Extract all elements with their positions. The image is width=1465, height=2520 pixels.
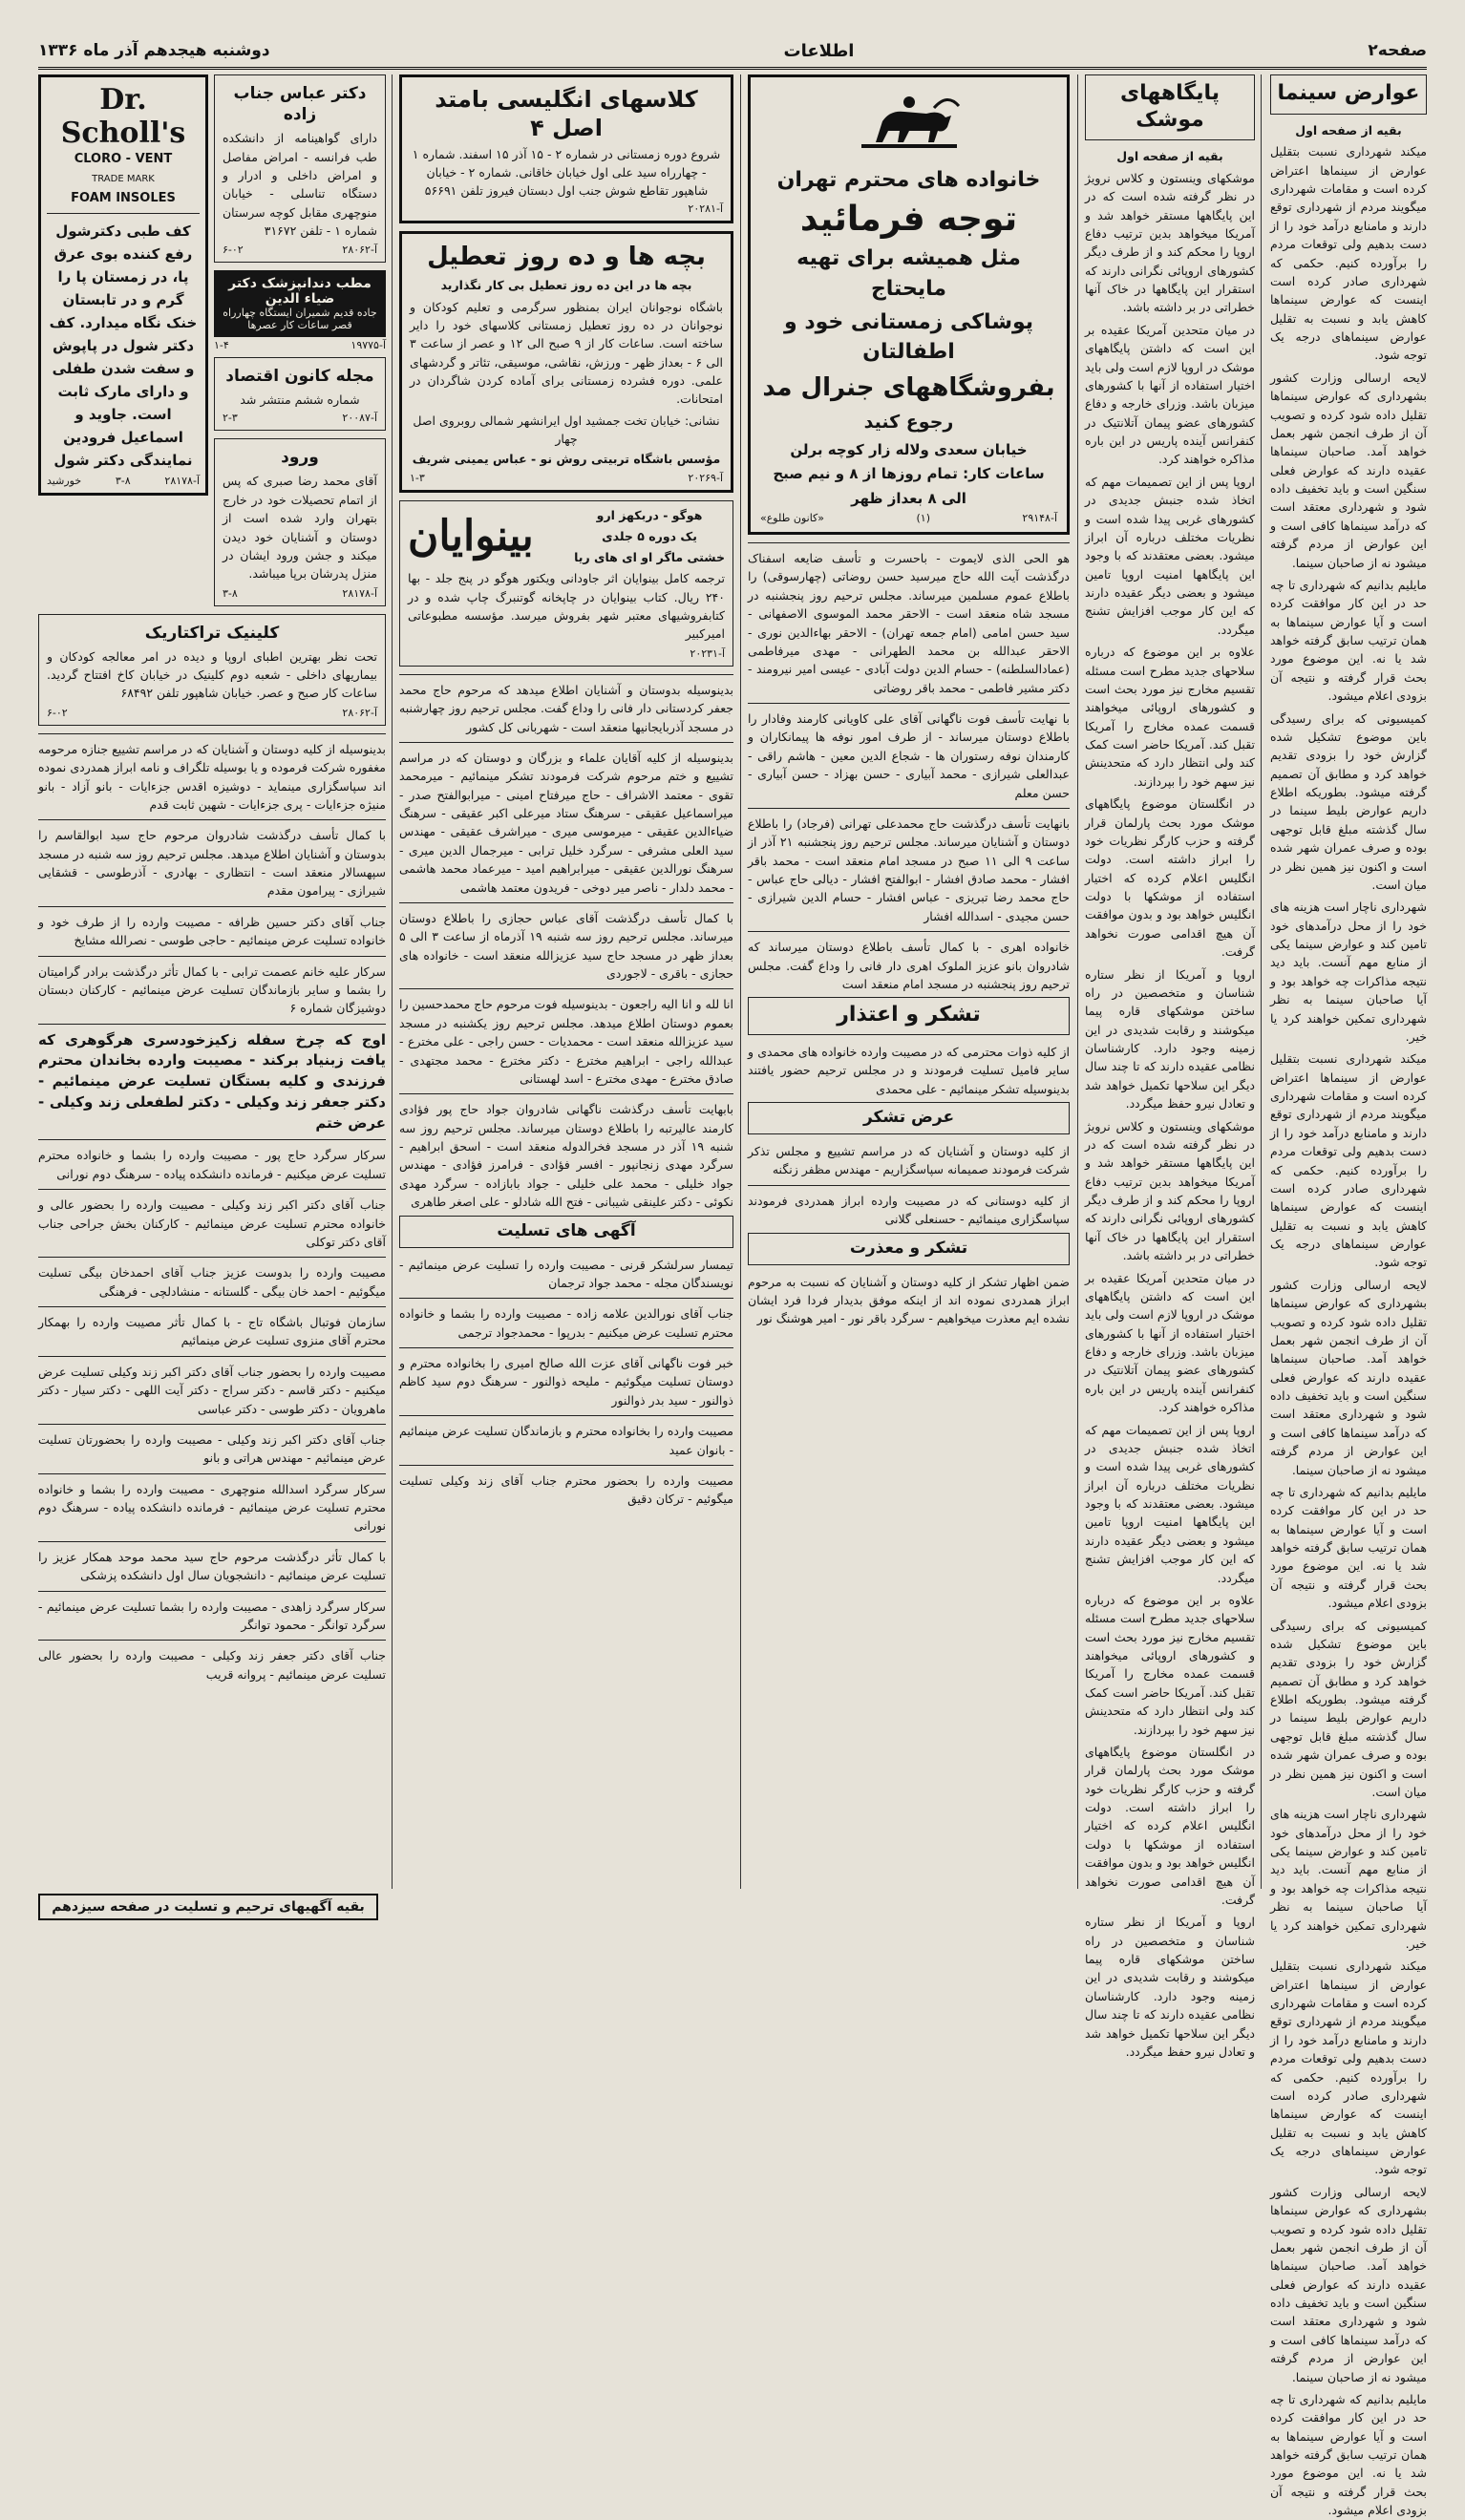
- divider: [38, 1640, 386, 1641]
- divider: [748, 1185, 1070, 1186]
- ad-binavayan: [399, 500, 733, 667]
- notice: جناب آقای دکتر اکبر زند وکیلی - مصیبت وارده را بحضورتان تسلیت عرض مینمائیم - مهندس هراتی و بانو: [38, 1431, 386, 1466]
- ad-text: جاده قدیم شمیران ایستگاه چهارراه قصر ساعات کار عصرها: [223, 307, 377, 332]
- ad-number: (۱): [916, 512, 930, 525]
- top-ads-right: [214, 74, 386, 614]
- ad-subtitle: هوگو - دربکهز ارو: [596, 508, 703, 522]
- ad-clinic: [38, 614, 386, 726]
- divider: [38, 1591, 386, 1592]
- paragraph: لایحه ارسالی وزارت کشور بشهرداری که عوارض سینماها تقلیل داده شود کرده و تصویب آن از طرف انجمن شهر بعمل خواهد آمد. صاحبان سینماها عقیده دارند که عوارض فعلی سنگین است و باید تخفیف داده شود و شهرداری معتقد است که درآمد سینماها کافی است و این عوارض از مردم گرفته میشود نه از صاحبان سینما.: [1270, 2184, 1427, 2384]
- ad-title: کلاسهای انگلیسی بامتد اصل ۴: [435, 86, 698, 141]
- paragraph: شهرداری ناچار است هزینه های خود را از محل درآمدهای خود تامین کند و عوارض سینما یکی از منابع مهم آنست. باید دید نتیجه مذاکرات چه خواهد بود و آیا صاحبان سینما به نظر شهرداری تمکین خواهند کرد یا خیر.: [1270, 900, 1427, 1044]
- paragraph: موشکهای وینستون و کلاس نرویژ در نظر گرفته شده است که در این پایگاهها مستقر خواهد شد و آمریکا میخواهد بدین ترتیب دفاع اروپا را محکم کند و از طرف دیگر کشورهای اروپائی نگرانی دارند که استقرار این پایگاهها در خاک آنها خطراتی در بر داشته باشد.: [1085, 1118, 1255, 1263]
- page-number: صفحه۲: [1368, 41, 1427, 60]
- ad-subtitle: شماره ششم منتشر شد: [240, 392, 360, 407]
- paragraph: کمیسیونی که برای رسیدگی باین موضوع تشکیل شده گزارش خود را بزودی تقدیم خواهد کرد و مطابق آن تصمیم گرفته میشود. بطوریکه اطلاع داریم عوارض بلیط سینما در سال گذشته مبلغ قابل توجهی بوده و صرف عمران شهر شده است و اکنون نیز همین نظر در میان است.: [1270, 1618, 1427, 1799]
- ad-code: آ-۲۰۰۸۷: [342, 412, 377, 425]
- column-middle: [399, 74, 733, 1889]
- ad-title: مطب دندانپزشک دکتر ضیاء الدین: [228, 276, 372, 307]
- paragraph: در انگلستان موضوع پایگاههای موشک مورد بحث پارلمان قرار گرفته و حزب کارگر نظریات خود را ابراز داشته است. دولت انگلیس اعلام کرده که اختیار استفاده از موشکها با دولت انگلیس خواهد بود و بدون موافقت آن هیچ اقدامی صورت نخواهد گرفت.: [1085, 1744, 1255, 1907]
- ad-economy-magazine: [214, 357, 386, 431]
- notice: سرکار سرگرد اسدالله منوچهری - مصیبت وارده را بشما و خانواده محترم تسلیت عرض مینمائیم - فرمانده دانشکده پیاده - سرهنگ دوم نورانی: [38, 1481, 386, 1534]
- ad-meta: [410, 472, 723, 484]
- section-title-box: [748, 997, 1070, 1035]
- ad-meta: [223, 244, 377, 256]
- paragraph: اروپا پس از این تصمیمات مهم که اتخاذ شده جنبش جدیدی در کشورهای غربی پیدا شده است و نظریات مختلف درباره آن ابراز میشود. بعضی معتقدند که با وجود این پایگاهها امنیت اروپا تامین میشود و بعضی دیگر عقیده دارند که این کار موجب افزایش تشنج میگردد.: [1085, 474, 1255, 637]
- notice: بابهایت تأسف درگذشت ناگهانی شادروان جواد حاج پور فؤادی کارمند عالیرتبه را باطلاع دوستان میرساند. مجلس ترحیم روز سه شنبه ۱۹ آذر در مسجد فخرالدوله منعقد است - اسحق ابراهیم - سرگرد مهدی زنجانپور - افسر فؤادی - فرامرز فؤادی - مهندس جواد خلیلی - محمد علی خلیلی - جواد بابازاده - سرگرد مهدی نکوئی - دکتر علینقی شیبانی - فتح الله شادلو - علی اصغر طاهری: [399, 1102, 733, 1210]
- ad-title: ورود: [281, 448, 319, 468]
- divider: [399, 742, 733, 743]
- section-title-box: [748, 1233, 1070, 1265]
- brand-line: CLORO - VENT: [74, 152, 173, 166]
- notice: با کمال تأثر درگذشت مرحوم حاج سید محمد موحد همکار عزیز را تسلیت عرض مینمائیم - دانشجویان سال اول دانشکده پزشکی: [38, 1549, 386, 1583]
- article-title-box: [1270, 74, 1427, 115]
- ad-meta: [214, 339, 386, 351]
- ad-number: ۳-۸: [223, 586, 238, 600]
- ad-text: شروع دوره زمستانی در شماره ۲ - ۱۵ آذر ۱۵ اسفند. شماره ۱ - چهارراه سید علی اول خیابان خاقانی. شماره ۲ - خیابان شاهپور تقاطع شوش جنب اول دبستان فیروز تلفن ۵۶۶۹۱: [412, 147, 721, 198]
- paragraph: میکند شهرداری نسبت بتقلیل عوارض از سینماها اعتراض کرده است و مقامات شهرداری میگویند مردم از شهرداری توقع دارند و مامنابع درآمد خود را از دست بدهیم ولی توقعات مردم را برآورده کنیم. حکمی که شهرداری صادر کرده است اینست که عوارض سینماها کاهش یابد و نسبت به تقلیل عوارض سینماهای درجه یک توجه شود.: [1270, 144, 1427, 363]
- divider: [38, 1541, 386, 1542]
- notice: جناب آقای دکتر جعفر زند وکیلی - مصیبت وارده را بحضور عالی تسلیت عرض مینمائیم - پروانه قریب: [38, 1648, 386, 1682]
- column-rule: [392, 74, 393, 1889]
- notice: سرکار علیه خانم عصمت ترابی - با کمال تأثر درگذشت برادر گرامیتان را بشما و سایر بازماندگان تسلیت عرض مینمائیم - کارکنان دبستان دوشیزگان شماره ۶: [38, 964, 386, 1016]
- lion-logo-icon: [852, 89, 966, 163]
- continued-note: بقیه از صفحه اول: [1116, 149, 1223, 163]
- top-ads-row: [38, 74, 386, 614]
- divider: [47, 213, 200, 214]
- notice: جناب آقای نورالدین علامه زاده - مصیبت وارده را بشما و خانواده محترم تسلیت عرض میکنیم - بدرپوا - محمدجواد ترجمی: [399, 1306, 733, 1340]
- section-title: آگهی های تسلیت: [497, 1220, 636, 1240]
- notice: مصیبت وارده را بحضور محترم جناب آقای زند وکیلی تسلیت میگوئیم - ترکان دقیق: [399, 1472, 733, 1507]
- notice: جناب آقای دکتر اکبر زند وکیلی - مصیبت وارده را بحضور عالی و خانواده محترم تسلیت عرض مینمائیم - کارکنان بخش جراحی جناب آقای دکتر توکلی: [38, 1197, 386, 1249]
- divider: [38, 1473, 386, 1474]
- ad-physician: [214, 74, 386, 263]
- notice: انا لله و انا الیه راجعون - بدینوسیله فوت مرحوم حاج محمدحسین را بعموم دوستان اطلاع میدهد. مجلس ترحیم روز یکشنبه در مسجد سید عزیزالله منعقد است - محمدیات - حسن راجی - علی مخترع - عبدالله راجی - ابراهیم مخترع - دکتر مخترع - محمد مجتهدی - صادق مخترع - مهدی مخترع - اسد لهستانی: [399, 997, 733, 1086]
- notice: سازمان فوتبال باشگاه تاج - با کمال تأثر مصیبت وارده را بهمکار محترم آقای منزوی تسلیت عرض مینمائیم: [38, 1315, 386, 1348]
- notice: ضمن اظهار تشکر از کلیه دوستان و آشنایان که نسبت به مرحوم ابراز همدردی نموده اند از اینکه موفق بدیدار فردا فرد ایشان نشده ایم معذرت میخواهیم - سرگرد باقر نور - امیر هوشنگ نور: [748, 1274, 1070, 1326]
- ad-agency: «کانون طلوع»: [760, 512, 825, 525]
- paragraph: مایلیم بدانیم که شهرداری تا چه حد در این کار موافقت کرده است و آیا عوارض سینماها به همان ترتیب سابق گرفته خواهد شد یا نه. این موضوع مورد بحث قرار گرفته و نتیجه آن بزودی اعلام میشود.: [1270, 1484, 1427, 1611]
- ad-subtitle: یک دوره ۵ جلدی: [602, 528, 697, 543]
- top-ads-left: [38, 74, 208, 614]
- ad-address: خیابان سعدی ولاله زار کوچه برلن: [790, 440, 1028, 458]
- divider: [38, 1306, 386, 1307]
- paragraph: شهرداری ناچار است هزینه های خود را از محل درآمدهای خود تامین کند و عوارض سینما یکی از منابع مهم آنست. باید دید نتیجه مذاکرات چه خواهد بود و آیا صاحبان سینما به نظر شهرداری تمکین خواهند کرد یا خیر.: [1270, 1807, 1427, 1951]
- column-rule: [1261, 74, 1262, 1889]
- divider: [399, 1298, 733, 1299]
- divider: [399, 1415, 733, 1416]
- paragraph: میکند شهرداری نسبت بتقلیل عوارض از سینماها اعتراض کرده است و مقامات شهرداری میگویند مردم از شهرداری توقع دارند و مامنابع درآمد خود را از دست بدهیم ولی توقعات مردم را برآورده کنیم. حکمی که شهرداری صادر کرده است اینست که عوارض سینماها کاهش یابد و نسبت به تقلیل عوارض سینماهای درجه یک توجه شود.: [1270, 1959, 1427, 2177]
- notice: خبر فوت ناگهانی آقای عزت الله صالح امیری را بخانواده محترم و دوستان تسلیت میگوئیم - ملیحه ذوالنور - سرهنگ دوم سید کاظم ذوالنور - سید بدر ذوالنور: [399, 1356, 733, 1408]
- paragraph: اروپا و آمریکا از نظر ستاره شناسان و متخصصین در راه ساختن موشکهای قاره پیما میکوشند و رقابت شدیدی در این زمینه وجود دارد. کارشناسان نظامی عقیده دارند که تا چند سال دیگر این سلاحها تکمیل خواهد شد و تعادل نیرو حفظ میگردد.: [1085, 1915, 1255, 2059]
- ad-code: آ-۲۹۱۴۸: [1022, 512, 1057, 525]
- paragraph: کمیسیونی که برای رسیدگی باین موضوع تشکیل شده گزارش خود را بزودی تقدیم خواهد کرد و مطابق آن تصمیم گرفته میشود. بطوریکه اطلاع داریم عوارض بلیط سینما در سال گذشته مبلغ قابل توجهی بوده و صرف عمران شهر شده است و اکنون نیز همین نظر در میان است.: [1270, 710, 1427, 892]
- notice: مصیبت وارده را بدوست عزیز جناب آقای احمدخان بیگی تسلیت میگوئیم - احمد خان بیگی - گلستانه - منشادلچی - فرهنگی: [38, 1265, 386, 1299]
- ad-text: دارای گواهینامه از دانشکده طب فرانسه - امراض مفاصل و امراض داخلی و ادرار و دستگاه تناسلی - خیابان منوچهری مقابل کوچه سرستان شماره ۱ - تلفن ۳۱۶۷۲: [223, 131, 377, 239]
- paragraph: لایحه ارسالی وزارت کشور بشهرداری که عوارض سینماها تقلیل داده شود کرده و تصویب آن از طرف انجمن شهر بعمل خواهد آمد. صاحبان سینماها عقیده دارند که عوارض فعلی سنگین است و باید تخفیف داده شود و شهرداری معتقد است که درآمد سینماها کافی است و این عوارض از مردم گرفته میشود نه از صاحبان سینما.: [1270, 1277, 1427, 1477]
- ad-arrival: [214, 438, 386, 605]
- divider: [38, 819, 386, 820]
- divider: [399, 1093, 733, 1094]
- paragraph: لایحه ارسالی وزارت کشور بشهرداری که عوارض سینماها تقلیل داده شود کرده و تصویب آن از طرف انجمن شهر بعمل خواهد آمد. صاحبان سینماها عقیده دارند که عوارض فعلی سنگین است و باید تخفیف داده شود و شهرداری معتقد است که درآمد سینماها کافی است و این عوارض از مردم گرفته میشود نه از صاحبان سینما.: [1270, 370, 1427, 570]
- divider: [38, 1024, 386, 1025]
- divider: [38, 1257, 386, 1258]
- section-title: تشکر و معذرت: [849, 1238, 968, 1258]
- notice: سرکار سرگرد زاهدی - مصیبت وارده را بشما تسلیت عرض مینمائیم - سرگرد توانگر - محمود توانگر: [38, 1599, 386, 1632]
- column-left: [38, 74, 386, 1889]
- ad-code: آ-۲۰۲۶۹: [688, 472, 723, 484]
- section-title: تشکر و اعتذار: [837, 1003, 981, 1027]
- continued-note: بقیه از صفحه اول: [1295, 122, 1402, 138]
- ad-binavayan-head: [408, 507, 725, 569]
- ad-title: بچه ها و ده روز تعطیل: [427, 243, 706, 272]
- paragraph: اروپا پس از این تصمیمات مهم که اتخاذ شده جنبش جدیدی در کشورهای غربی پیدا شده است و نظریات مختلف درباره آن ابراز میشود. بعضی معتقدند که با وجود این پایگاهها امنیت اروپا تامین میشود و بعضی دیگر عقیده دارند که این کار موجب افزایش تشنج میگردد.: [1085, 1422, 1255, 1585]
- paragraph: میکند شهرداری نسبت بتقلیل عوارض از سینماها اعتراض کرده است و مقامات شهرداری میگویند مردم از شهرداری توقع دارند و مامنابع درآمد خود را از دست بدهیم ولی توقعات مردم را برآورده کنیم. حکمی که شهرداری صادر کرده است اینست که عوارض سینماها کاهش یابد و نسبت به تقلیل عوارض سینماهای درجه یک توجه شود.: [1270, 1051, 1427, 1270]
- notice: هو الحی الذی لایموت - باحسرت و تأسف ضایعه اسفناک درگذشت آیت الله حاج میرسید حسن روضاتی (چهارسوقی) را باطلاع عموم مسلمین میرساند. مجلس ترحیم روز پنجشنبه در مسجد شاه منعقد است - الاحقر محمد الموسوی الاصفهانی - سید حسن امامی (امام جمعه تهران) - الاحقر بهاءالدین نوری - الاحقر عبدالله بن محمد الطهرانی - مهدی میرفاطمی (عمادالسلطنه) - حسام الدین دولت آبادی - عیسی امیر نیرومند - دکتر مشیر فاطمی - محمد باقر روضاتی: [748, 551, 1070, 695]
- ad-heading: خانواده های محترم تهران: [776, 168, 1041, 192]
- paragraph: علاوه بر این موضوع که درباره سلاحهای جدید مطرح است مسئله تقسیم مخارج نیز مورد بحث است و کشورهای اروپائی میخواهند قسمت عمده مخارج را آمریکا تقبل کند. آمریکا حاضر است کمک کند ولی انتظار دارد که متحدینش نیز سهم خود را بپردازند.: [1085, 1592, 1255, 1737]
- notice: از کلیه دوستانی که در مصیبت وارده ابراز همدردی فرمودند سپاسگزاری مینمائیم - حسنعلی گلانی: [748, 1193, 1070, 1227]
- divider: [38, 1356, 386, 1357]
- notice: جناب آقای دکتر حسین ظرافه - مصیبت وارده را از طرف خود و خانواده تسلیت عرض مینمائیم - حاجی طوسی - نصرالله مشایخ: [38, 914, 386, 948]
- notice: خانواده اهری - با کمال تأسف باطلاع دوستان میرساند که شادروان بانو عزیز الملوک اهری دار فانی را وداع گفت. مجلس ترحیم روز پنجشنبه در مسجد امام منعقد است: [748, 940, 1070, 991]
- ad-number: ۱-۴: [214, 339, 229, 352]
- ad-number: ۶-۰۲: [223, 244, 244, 257]
- divider: [748, 703, 1070, 704]
- article-missiles: [1085, 74, 1255, 2059]
- ad-title: کلینیک تراکتاریک: [144, 623, 280, 643]
- ad-meta: [408, 647, 725, 660]
- divider: [399, 902, 733, 903]
- divider: [748, 931, 1070, 932]
- ad-code: آ-۲۰۲۸۱: [688, 202, 723, 216]
- ad-meta: [223, 412, 377, 424]
- ad-dentist: [214, 270, 386, 337]
- paragraph: علاوه بر این موضوع که درباره سلاحهای جدید مطرح است مسئله تقسیم مخارج نیز مورد بحث است و کشورهای اروپائی میخواهند قسمت عمده مخارج را آمریکا تقبل کند. آمریکا حاضر است کمک کند ولی انتظار دارد که متحدینش نیز سهم خود را بپردازند.: [1085, 645, 1255, 789]
- ad-text: باشگاه نوجوانان ایران بمنظور سرگرمی و تعلیم کودکان و نوجوانان در ده روز تعطیل زمستانی کلاسهای خود را دایر ساخته است. ساعات کار از ۹ صبح الی ۱۲ و عصر از ساعت ۳ الی ۶ - بعداز ظهر - ورزش، نقاشی، موسیقی، تئاتر و گردشهای علمی. دوره فشرده زمستانی برای آماده کردن شاگردان در امتحانات.: [410, 299, 724, 407]
- notice: تیمسار سرلشکر قرنی - مصیبت وارده را تسلیت عرض مینمائیم - نویسندگان مجله - محمد جواد ترجمان: [399, 1257, 733, 1290]
- divider: [399, 674, 733, 675]
- article-title-box: [1085, 74, 1255, 140]
- brand-line: FOAM INSOLES: [71, 190, 176, 205]
- divider: [38, 1139, 386, 1140]
- paper-name: اطلاعات: [783, 40, 855, 61]
- ad-general-mod: [748, 74, 1070, 535]
- ad-text: کف طبی دکترشول رفع کننده بوی عرق پا، در زمستان پا را گرم و در تابستان خنک نگاه میدارد. کف دکتر شول در پاپوش و سفت شدن طفلی و دارای مارک ثابت است. جاوید و اسماعیل فرودین نمایندگی دکتر شول: [49, 222, 198, 469]
- ad-code: آ-۲۸۱۷۸: [342, 586, 377, 600]
- ad-number: ۳-۸: [115, 475, 131, 487]
- article-cinema: [1270, 74, 1427, 2518]
- paragraph: در میان متحدین آمریکا عقیده بر این است که داشتن پایگاههای موشک در اروپا لازم است ولی باید اختیار استفاده از آنها با کشورهای میزبان باشد. وزرای خارجه و دفاع کشورهای عضو پیمان آتلانتیک در کنفرانس آینده پاریس در این باره مذاکره خواهند کرد.: [1085, 1270, 1255, 1415]
- divider: [399, 988, 733, 989]
- column-rule: [1077, 74, 1078, 1889]
- ad-hours: الی ۸ بعداز ظهر: [851, 489, 966, 507]
- ad-subtitle: بچه ها در این ده روز تعطیل بی کار نگذارید: [440, 277, 692, 292]
- divider: [38, 956, 386, 957]
- ad-meta: [223, 587, 377, 600]
- notice: اوج که چرخ سفله زکیزخودسری هرگوهری که یافت زبنیاد برکند - مصیبت وارده بخاندان محترم فرزندی و کلیه بستگان تسلیت عرض مینمائیم - دکتر جعفر زند وکیلی - دکتر لطفعلی زند وکیلی - عرض ختم: [38, 1030, 386, 1132]
- continued-footer: بقیه آگهیهای ترحیم و تسلیت در صفحه سیزدهم: [38, 1894, 378, 1920]
- ad-text: آقای محمد رضا صبری که پس از اتمام تحصیلات خود در خارج بتهران وارد شده است از دوستان و آشنایان خود دیدن میکند و جشن ورود ایشان در منزل پدرشان برپا میباشد.: [223, 474, 377, 582]
- ad-org: مؤسس باشگاه تربیتی روش نو - عباس یمینی شریف: [412, 452, 721, 467]
- notice: مصیبت وارده را بخانواده محترم و بازماندگان تسلیت عرض مینمائیم - بانوان عمید: [399, 1424, 733, 1457]
- divider: [399, 1347, 733, 1348]
- section-title: عرض تشکر: [862, 1107, 955, 1127]
- section-title-box: [399, 1216, 733, 1248]
- ad-heading-large: توجه فرمائید: [799, 199, 1018, 239]
- paragraph: اروپا و آمریکا از نظر ستاره شناسان و متخصصین در راه ساختن موشکهای قاره پیما میکوشند و رقابت شدیدی در این زمینه وجود دارد. کارشناسان نظامی عقیده دارند که تا چند سال دیگر این سلاحها تکمیل خواهد شد و تعادل نیرو حفظ میگردد.: [1085, 966, 1255, 1112]
- notice: بدینوسیله از کلیه دوستان و آشنایان که در مراسم تشییع جنازه مرحومه مغفوره شرکت فرموده و یا بوسیله تلگراف و نامه ابراز همدردی نموده اند سپاسگزاری مینماید - دوشیزه اقدس جزءایات - بانو آزاد - بانو منیژه جزءایات - پری جزءایات - شهین ثابت قدم: [38, 741, 386, 812]
- ad-meta: [760, 512, 1057, 524]
- ad-meta: [47, 475, 200, 487]
- divider: [38, 906, 386, 907]
- masthead: [38, 34, 1427, 70]
- ad-binavayan-subs: [574, 507, 725, 569]
- article-title: عوارض سینما: [1277, 81, 1420, 105]
- notice: از کلیه دوستان و آشنایان که در مراسم تشییع و مجلس تذکر شرکت فرمودند صمیمانه سپاسگزاریم - مهندس مظفر زنگنه: [748, 1144, 1070, 1177]
- section-title-box: [748, 1102, 1070, 1134]
- brand-line: TRADE MARK: [92, 173, 155, 184]
- ad-number: ۲-۳: [223, 412, 238, 425]
- ad-hours: ساعات کار: تمام روزها از ۸ و نیم صبح: [773, 465, 1045, 483]
- column-rule: [740, 74, 741, 1889]
- ad-meta: [47, 707, 377, 719]
- notice: بدینوسیله از کلیه آقایان علماء و بزرگان و دوستان که در مراسم تشییع و ختم مرحوم شرکت فرمودند تشکر مینمائیم - میرمحمد تقوی - معتمد الاشراف - حاج میرفتاح امینی - میرابوالفتح صدر - میراسماعیل عقیقی - سرهنگ ستاد میرعلی اکبر عقیقی - سرهنگ ضیاءالدین عقیقی - میرموسی میری - میراشرف عقیقی - مهندس سید العلی مشرفی - سرگرد خلیل ترابی - میرجمال الدین میری - سرهنگ نورالدین عقیقی - میرابراهیم امید - میرعماد محمد هاشمی - محمد دلدار - ناصر میر دوخی - فریدون معتمد هاشمی: [399, 750, 733, 895]
- column-general-mod: [748, 74, 1070, 1889]
- brand-logo: Dr. Scholl's: [60, 83, 186, 150]
- ad-dr-scholls: [38, 74, 208, 496]
- ad-code: آ-۲۸۰۶۲: [342, 244, 377, 257]
- paragraph: مایلیم بدانیم که شهرداری تا چه حد در این کار موافقت کرده است و آیا عوارض سینماها به همان ترتیب سابق گرفته خواهد شد یا نه. این موضوع مورد بحث قرار گرفته و نتیجه آن بزودی اعلام میشود.: [1270, 2391, 1427, 2518]
- ad-english-classes: [399, 74, 733, 223]
- ad-number: ۱-۳: [410, 472, 425, 484]
- notice: مصیبت وارده را بحضور جناب آقای دکتر اکبر زند وکیلی تسلیت عرض میکنیم - دکتر قاسم - دکتر سراج - دکتر آیت اللهی - دکتر سیار - دکتر ماهرویان - دکتر طوسی - دکتر عباسی: [38, 1364, 386, 1416]
- article-title: پایگاههای موشک: [1119, 81, 1221, 132]
- ad-code: آ-۲۸۱۷۸: [164, 475, 200, 487]
- issue-date: دوشنبه هیجدهم آذر ماه ۱۳۳۶: [38, 41, 270, 60]
- ad-text: ترجمه کامل بینوایان اثر جاودانی ویکتور هوگو در پنج جلد - بها ۲۴۰ ریال. کتاب بینوایان در چاپخانه گوتنبرگ چاپ شده و در کتابفروشیهای معتبر شهر بفروش میرسد. مؤسسه مطبوعاتی امیرکبیر: [408, 571, 725, 642]
- ad-title: دکتر عباس جناب زاده: [233, 84, 367, 125]
- notice: با کمال تأسف درگذشت شادروان مرحوم حاج سید ابوالقاسم را بدوستان و آشنایان اطلاع میدهد. مجلس ترحیم روز سه شنبه در مسجد سپهسالار منعقد است - انتظاری - بهادری - آذرطوسی - قشقایی شیرازی - پیرامون مقدم: [38, 828, 386, 899]
- ad-line: رجوع کنید: [863, 412, 954, 434]
- ad-subtitle: خشتی ماگر او ای های ریا: [574, 549, 725, 564]
- ad-line: مثل همیشه برای تهیه مایحتاج: [796, 245, 1021, 301]
- ad-address: نشانی: خیابان تخت جمشید اول ایرانشهر شمالی روبروی اصل چهار: [413, 413, 720, 446]
- ad-title: مجله کانون اقتصاد: [225, 367, 374, 387]
- ad-code: آ-۲۸۰۶۲: [342, 706, 377, 719]
- notice: با کمال تأسف درگذشت آقای عباس حجازی را باطلاع دوستان میرساند. مجلس ترحیم روز سه شنبه ۱۹ آذرماه از ساعت ۳ الی ۵ بعداز ظهر در مسجد حاج سید عزیزالله منعقد است - خانواده های حجازی - باقری - لاجوردی: [399, 910, 733, 981]
- paragraph: مایلیم بدانیم که شهرداری تا چه حد در این کار موافقت کرده است و آیا عوارض سینماها به همان ترتیب سابق گرفته خواهد شد یا نه. این موضوع مورد بحث قرار گرفته و نتیجه آن بزودی اعلام میشود.: [1270, 577, 1427, 704]
- ad-code: آ-۲۰۲۳۱: [690, 646, 725, 660]
- notice: با نهایت تأسف فوت ناگهانی آقای علی کاویانی کارمند وفادار را باطلاع دوستان میرساند - از طرف امور نوفه ها پیمانکاران و کارمندان نوفه رستوران ها - شجاع الدین معین - هاشم راقی - عبدالعلی شیرازی - محمد آبیاری - حسن بهزاد - حسن آبیاری - حسن معلم: [748, 711, 1070, 800]
- ad-meta: [410, 202, 723, 215]
- ad-city: خورشید: [47, 475, 82, 487]
- divider: [748, 808, 1070, 809]
- notice: از کلیه ذوات محترمی که در مصیبت وارده خانواده های محمدی و سایر فامیل تسلیت فرمودند و در مجلس ترحیم حضور یافتند بدینوسیله تشکر مینمائیم - علی محمدی: [748, 1044, 1070, 1096]
- divider: [748, 542, 1070, 543]
- ad-title: بینوایان: [408, 512, 534, 561]
- divider: [38, 1189, 386, 1190]
- notice: بدینوسیله بدوستان و آشنایان اطلاع میدهد که مرحوم حاج محمد جعفر کردستانی دار فانی را وداع گفت. مجلس ترحیم روز چهارشنبه در مسجد آذربایجانیها منعقد است - شهربانی کل کشور: [399, 682, 733, 734]
- paragraph: در میان متحدین آمریکا عقیده بر این است که داشتن پایگاههای موشک در اروپا لازم است ولی باید اختیار استفاده از آنها با کشورهای میزبان باشد. وزرای خارجه و دفاع کشورهای عضو پیمان آتلانتیک در کنفرانس آینده پاریس در این باره مذاکره خواهند کرد.: [1085, 322, 1255, 467]
- ad-kids-holiday: [399, 231, 733, 493]
- divider: [399, 1465, 733, 1466]
- ad-text: تحت نظر بهترین اطبای اروپا و دیده در امر معالجه کودکان و بیماریهای داخلی - شعبه دوم کلینیک در خیابان کاخ افتتاح گردید. ساعات کار صبح و عصر. خیابان شاهپور تلفن ۶۸۴۹۲: [47, 648, 377, 701]
- paragraph: در انگلستان موضوع پایگاههای موشک مورد بحث پارلمان قرار گرفته و حزب کارگر نظریات خود را ابراز داشته است. دولت انگلیس اعلام کرده که اختیار استفاده از موشکها با دولت انگلیس خواهد بود و بدون موافقت آن هیچ اقدامی صورت نخواهد گرفت.: [1085, 796, 1255, 960]
- notice: بانهایت تأسف درگذشت حاج محمدعلی تهرانی (فرجاد) را باطلاع دوستان و آشنایان میرساند. مجلس ترحیم روز پنجشنبه ۲۱ آذر از ساعت ۹ الی ۱۱ صبح در مسجد امام منعقد است - محمد باقر افشار - محمد صادق افشار - ابوالفتح افشار - دیالی حاج عباس - حاج محمد رضا تبریزی - عباس افشار - حسام الدین شیرازی - حسن مجیدی - اسدالله افشار: [748, 815, 1070, 923]
- paragraph: موشکهای وینستون و کلاس نرویژ در نظر گرفته شده است که در این پایگاهها مستقر خواهد شد و آمریکا میخواهد بدین ترتیب دفاع اروپا را محکم کند و از طرف دیگر کشورهای اروپائی نگرانی دارند که استقرار این پایگاهها در خاک آنها خطراتی در بر داشته باشد.: [1085, 170, 1255, 315]
- notice: سرکار سرگرد حاج پور - مصیبت وارده را بشما و خانواده محترم تسلیت عرض میکنیم - فرمانده دانشکده پیاده - سرهنگ دوم نورانی: [38, 1148, 386, 1181]
- divider: [38, 1424, 386, 1425]
- ad-code: آ-۱۹۷۷۵: [350, 339, 386, 352]
- ad-line: بفروشگاههای جنرال مد: [762, 373, 1055, 403]
- ad-line: پوشاکی زمستانی خود و اطفالتان: [783, 309, 1034, 365]
- ad-number: ۶-۰۲: [47, 706, 68, 719]
- divider: [38, 733, 386, 734]
